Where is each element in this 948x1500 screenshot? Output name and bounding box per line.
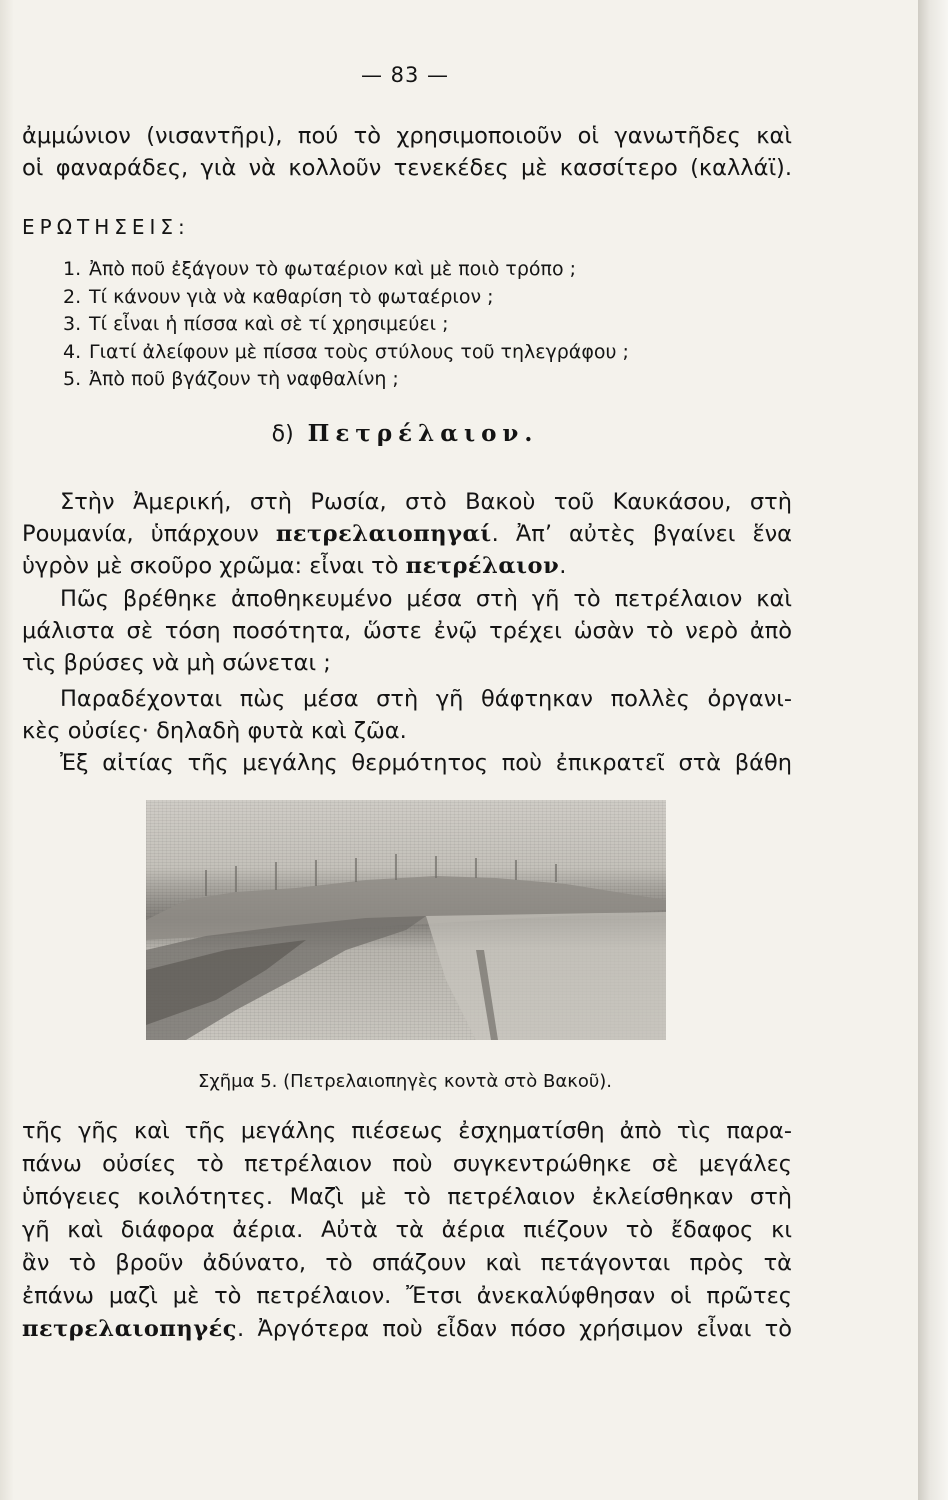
section-label: δ) [271,422,294,447]
page-edge-shadow [918,0,948,1500]
question-number: 3. [63,313,82,336]
intro-line-1: ἀμμώνιον (νισαντῆρι), πού τὸ χρησιμοποιοῦν οἱ γανωτῆδες καὶ [22,123,792,149]
text-run: . Ἀργότερα ποὺ εἶδαν πόσο χρήσιμον εἶναι τὸ [236,1316,792,1342]
question-text: Γιατί ἀλείφουν μὲ πίσσα τοὺς στύλους τοῦ τηλεγράφου ; [89,340,629,363]
body-line: πάνω οὐσίες τὸ πετρέλαιον ποὺ συγκεντρώθηκε σὲ μεγάλες [22,1151,792,1177]
question-number: 4. [63,340,82,363]
body-line [22,550,792,582]
body-line: κὲς οὐσίες· δηλαδὴ φυτὰ καὶ ζῶα. [22,718,407,744]
body-line: ἐπάνω μαζὶ μὲ τὸ πετρέλαιον. Ἔτσι ἀνεκαλύφθησαν οἱ πρῶτες [22,1283,792,1309]
body-line: Παραδέχονται πὼς μέσα στὴ γῆ θάφτηκαν πολλὲς ὀργανι- [60,686,792,712]
question-item [63,284,629,312]
question-text: Ἀπὸ ποῦ βγάζουν τὴ ναφθαλίνη ; [89,368,399,391]
emphasized-term: πετρελαιοπηγαί [275,521,492,547]
section-heading [0,420,810,447]
question-text: Ἀπὸ ποῦ ἐξάγουν τὸ φωταέριον καὶ μὲ ποιὸ τρόπο ; [89,258,577,280]
emphasized-term: πετρέλαιον [405,553,560,579]
page-number: — 83 — [360,63,450,87]
question-item [63,366,629,394]
body-line: Στὴν Ἀμερική, στὴ Ρωσία, στὸ Βακοὺ τοῦ Καυκάσου, στὴ [60,489,792,515]
body-line: ὑπόγειες κοιλότητες. Μαζὶ μὲ τὸ πετρέλαιον ἐκλείσθηκαν στὴ [22,1184,792,1210]
text-run: . [559,553,567,579]
text-run: . Ἀπ’ αὐτὲς βγαίνει ἕνα [491,521,793,547]
text-run: ὑγρὸν μὲ σκοῦρο χρῶμα: εἶναι τὸ [22,553,406,579]
text-run: Ρουμανία, ὑπάρχουν [22,521,276,547]
question-number: 1. [63,258,82,280]
body-line [22,1313,792,1345]
question-item [63,256,629,284]
question-text: Τί εἶναι ἡ πίσσα καὶ σὲ τί χρησιμεύει ; [89,313,449,336]
body-line: Ἐξ αἰτίας τῆς μεγάλης θερμότητος ποὺ ἐπικρατεῖ στὰ βάθη [60,750,792,776]
oil-wells-photo [146,800,666,1040]
question-item [63,311,629,339]
photo-illustration [146,800,666,1040]
question-item [63,339,629,367]
body-line: μάλιστα σὲ τόση ποσότητα, ὥστε ἐνῷ τρέχει ὡσὰν τὸ νερὸ ἀπὸ [22,618,792,644]
body-line: τῆς γῆς καὶ τῆς μεγάλης πιέσεως ἐσχηματίσθη ἀπὸ τὶς παρα- [22,1118,792,1144]
emphasized-term: πετρελαιοπηγές [22,1316,237,1342]
intro-line-2: οἱ φαναράδες, γιὰ νὰ κολλοῦν τενεκέδες μὲ κασσίτερο (καλλάϊ). [22,155,792,181]
body-line: γῆ καὶ διάφορα ἀέρια. Αὐτὰ τὰ ἀέρια πιέζουν τὸ ἔδαφος κι [22,1217,792,1243]
body-line: Πῶς βρέθηκε ἀποθηκευμένο μέσα στὴ γῆ τὸ πετρέλαιον καὶ [60,586,792,612]
body-line [22,518,792,550]
page-gutter-shadow [0,0,14,1500]
question-number: 2. [63,285,82,308]
figure-caption: Σχῆμα 5. (Πετρελαιοπηγὲς κοντὰ στὸ Βακοῦ). [198,1071,612,1092]
questions-heading: ΕΡΩΤΗΣΕΙΣ: [22,215,190,239]
question-text: Τί κάνουν γιὰ νὰ καθαρίση τὸ φωταέριον ; [89,285,494,308]
body-line: τὶς βρύσες νὰ μὴ σώνεται ; [22,650,331,676]
body-line: ἂν τὸ βροῦν ἀδύνατο, τὸ σπάζουν καὶ πετάγονται πρὸς τὰ [22,1250,792,1276]
question-number: 5. [63,368,82,391]
questions-list [63,256,629,394]
section-title: Πετρέλαιον. [307,420,539,447]
